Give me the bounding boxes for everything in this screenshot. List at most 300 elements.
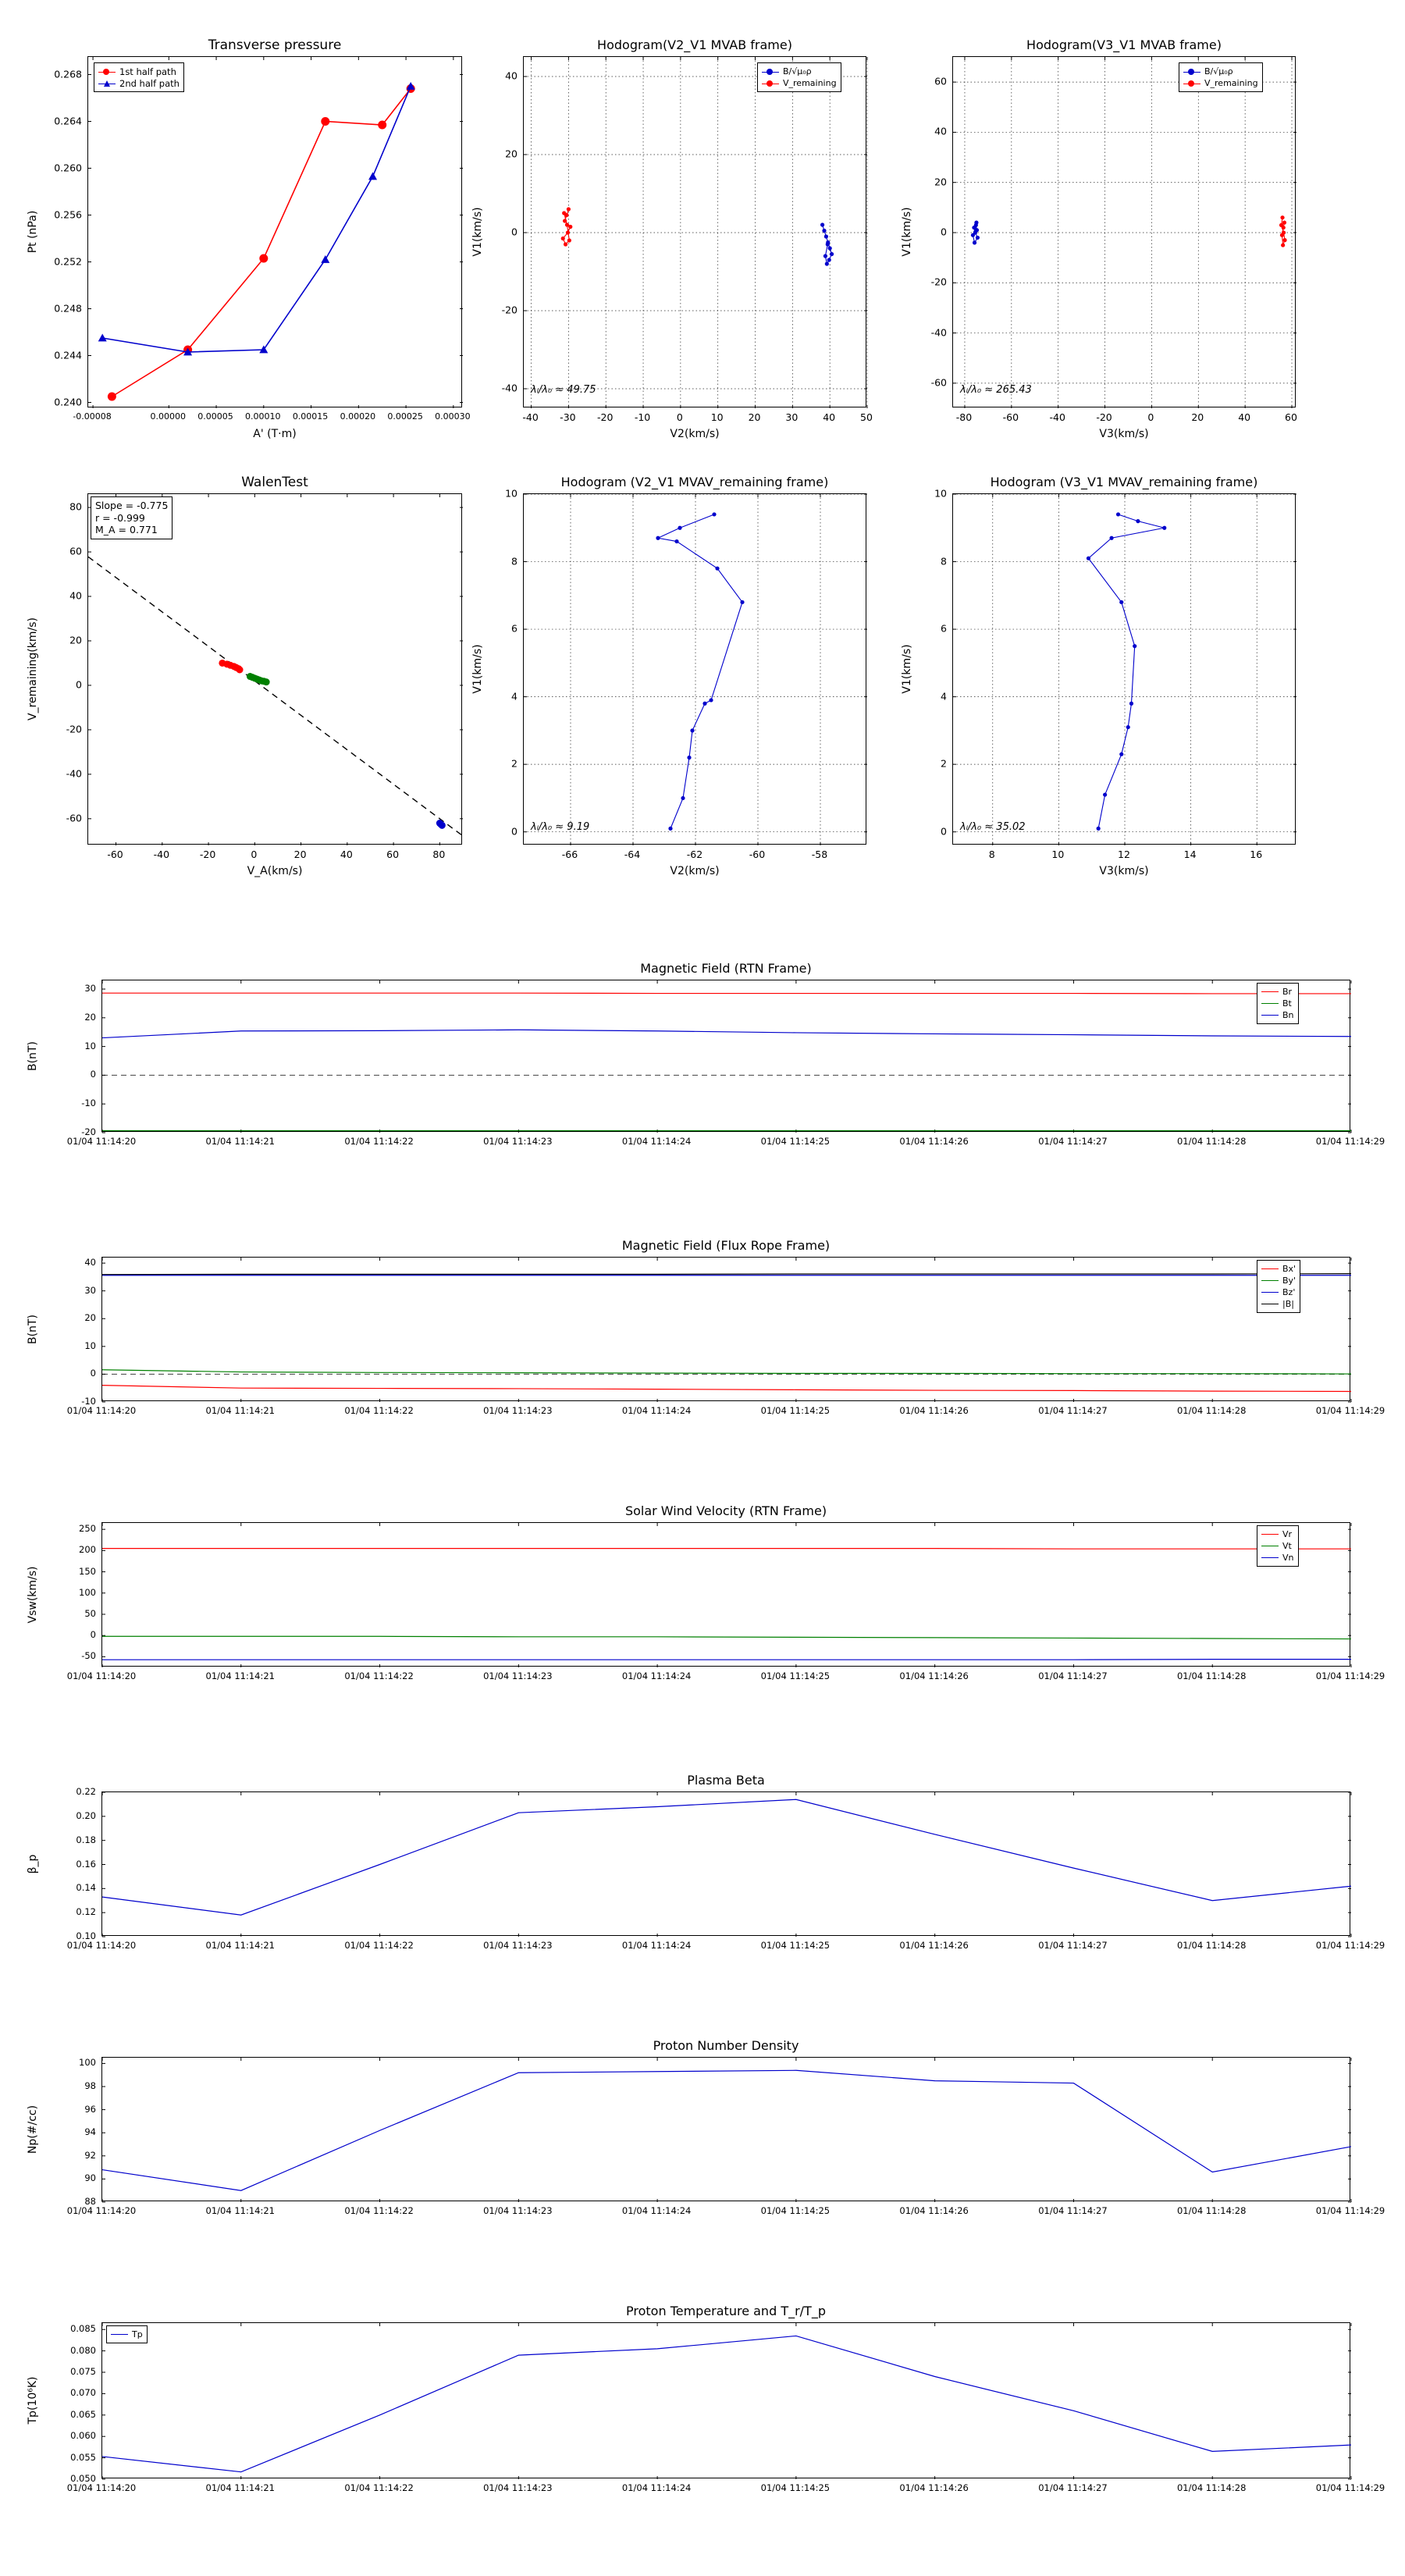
axes-transverse_pressure — [87, 56, 462, 407]
x-tick-label: 01/04 11:14:22 — [344, 2482, 414, 2493]
x-tick-label: 0.00000 — [150, 411, 187, 422]
legend-item — [111, 2329, 143, 2340]
x-tick-label: 12 — [1118, 849, 1130, 860]
x-tick-label: 01/04 11:14:29 — [1315, 1405, 1385, 1416]
legend-swatch — [1261, 1003, 1279, 1004]
chart-title-magnetic_field_rtn: Magnetic Field (RTN Frame) — [640, 961, 812, 976]
y-axis-label-proton_number_density: Np(#/cc) — [27, 2105, 39, 2154]
chart-title-hodogram_v2v1_mvab: Hodogram(V2_V1 MVAB frame) — [597, 37, 792, 52]
x-tick-label: 01/04 11:14:24 — [621, 1405, 692, 1416]
legend-label: Bz' — [1282, 1287, 1296, 1297]
x-tick-label: 01/04 11:14:28 — [1176, 1670, 1247, 1681]
y-tick-label: 0.22 — [76, 1786, 96, 1797]
x-tick-label: 0.00005 — [197, 411, 233, 422]
legend-hodogram_v2v1_mvab — [757, 62, 841, 92]
plot-area-transverse_pressure — [88, 57, 463, 408]
plot-area-magnetic_field_rtn — [102, 980, 1351, 1133]
legend-swatch — [1261, 1015, 1279, 1016]
x-tick-label: 0 — [1147, 411, 1154, 423]
x-tick-label: 01/04 11:14:28 — [1176, 1940, 1247, 1951]
legend-swatch — [1183, 80, 1200, 87]
x-tick-label: 01/04 11:14:25 — [760, 2205, 831, 2216]
x-tick-label: -60 — [749, 849, 766, 860]
y-tick-label: 8 — [941, 555, 947, 568]
legend-label: Bx' — [1282, 1264, 1297, 1274]
x-tick-label: 20 — [748, 411, 761, 423]
x-tick-label: 01/04 11:14:22 — [344, 1136, 414, 1147]
x-tick-label: 01/04 11:14:27 — [1038, 2482, 1108, 2493]
y-tick-label: 0.070 — [70, 2387, 96, 2399]
x-tick-label: 01/04 11:14:24 — [621, 1136, 692, 1147]
y-tick-label: -40 — [501, 382, 518, 394]
x-tick-label: 0.00030 — [435, 411, 471, 422]
plot-area-hodogram_v3v1_mvab — [953, 57, 1297, 408]
x-axis-label-transverse_pressure: A' (T·m) — [253, 428, 297, 440]
legend-item — [762, 66, 837, 77]
x-tick-label: 01/04 11:14:28 — [1176, 1136, 1247, 1147]
legend-swatch — [1261, 1292, 1279, 1293]
y-tick-label: 150 — [79, 1565, 96, 1577]
chart-title-magnetic_field_flux_rope: Magnetic Field (Flux Rope Frame) — [621, 1238, 831, 1253]
x-tick-label: 01/04 11:14:26 — [899, 2205, 969, 2216]
y-tick-label: 0 — [511, 825, 518, 838]
y-tick-label: 60 — [934, 75, 947, 87]
y-tick-label: -20 — [930, 276, 947, 288]
y-tick-label: 0.050 — [70, 2473, 96, 2484]
legend-label: Vt — [1282, 1541, 1292, 1551]
plot-area-solar_wind_velocity_rtn — [102, 1523, 1351, 1667]
x-tick-label: 30 — [785, 411, 799, 423]
x-tick-label: 40 — [340, 849, 353, 860]
x-tick-label: 20 — [1191, 411, 1204, 423]
y-tick-label: 10 — [84, 1040, 96, 1051]
x-tick-label: 01/04 11:14:20 — [66, 1940, 137, 1951]
x-tick-label: 40 — [1238, 411, 1251, 423]
legend-label: 2nd half path — [119, 77, 180, 89]
legend-proton_temperature — [106, 2325, 148, 2343]
y-tick-label: 2 — [511, 757, 518, 770]
x-tick-label: -66 — [561, 849, 578, 860]
chart-title-walen_test: WalenTest — [241, 475, 308, 490]
legend-item — [1261, 986, 1294, 998]
legend-item — [1183, 66, 1258, 77]
chart-title-proton_temperature: Proton Temperature and T_r/T_p — [626, 2304, 826, 2318]
y-tick-label: 80 — [69, 500, 82, 513]
axes-hodogram_v2v1_mvav — [523, 493, 866, 845]
lambda-ratio-annotation: λₗ/λ₀ ≈ 9.19 — [531, 821, 590, 833]
legend-swatch — [762, 80, 779, 87]
y-tick-label: 0.12 — [76, 1906, 96, 1918]
x-tick-label: 01/04 11:14:25 — [760, 2482, 831, 2493]
legend-swatch — [1261, 1534, 1279, 1535]
x-tick-label: -20 — [1096, 411, 1112, 423]
y-tick-label: 100 — [79, 1586, 96, 1598]
x-tick-label: 01/04 11:14:21 — [205, 1405, 275, 1416]
x-tick-label: 01/04 11:14:21 — [205, 1136, 275, 1147]
y-tick-label: -60 — [66, 812, 82, 824]
x-tick-label: 01/04 11:14:20 — [66, 2482, 137, 2493]
y-tick-label: 100 — [79, 2057, 96, 2069]
x-axis-label-hodogram_v2v1_mvav: V2(km/s) — [670, 865, 720, 877]
x-tick-label: 01/04 11:14:22 — [344, 1670, 414, 1681]
lambda-ratio-annotation: λₗ/λ₀ ≈ 35.02 — [960, 821, 1026, 833]
x-tick-label: 80 — [432, 849, 446, 860]
legend-magnetic_field_rtn — [1257, 983, 1299, 1024]
y-tick-label: 0.14 — [76, 1882, 96, 1894]
y-tick-label: 250 — [79, 1523, 96, 1535]
x-tick-label: -80 — [955, 411, 973, 423]
x-tick-label: -40 — [1049, 411, 1065, 423]
x-tick-label: 0 — [676, 411, 683, 423]
y-axis-label-proton_temperature: Tp(10⁶K) — [27, 2376, 39, 2425]
y-tick-label: 4 — [941, 690, 947, 703]
y-tick-label: 0.268 — [54, 68, 82, 80]
x-tick-label: 01/04 11:14:25 — [760, 1670, 831, 1681]
x-tick-label: 01/04 11:14:27 — [1038, 1405, 1108, 1416]
y-tick-label: 0.264 — [54, 115, 82, 126]
panel-hodogram_v3v1_mvav — [898, 468, 1307, 890]
y-tick-label: 20 — [84, 1011, 96, 1023]
chart-title-plasma_beta: Plasma Beta — [687, 1773, 765, 1788]
x-tick-label: 10 — [710, 411, 724, 423]
legend-item — [1261, 1298, 1296, 1310]
plot-area-proton_temperature — [102, 2323, 1351, 2479]
x-tick-label: 01/04 11:14:20 — [66, 2205, 137, 2216]
axes-hodogram_v3v1_mvab — [952, 56, 1296, 407]
x-tick-label: 0.00015 — [292, 411, 329, 422]
y-axis-label-hodogram_v2v1_mvav: V1(km/s) — [471, 644, 484, 694]
x-tick-label: 01/04 11:14:23 — [483, 1670, 553, 1681]
axes-hodogram_v3v1_mvav — [952, 493, 1296, 845]
x-tick-label: 01/04 11:14:25 — [760, 1405, 831, 1416]
x-tick-label: 01/04 11:14:25 — [760, 1940, 831, 1951]
y-tick-label: 0 — [511, 226, 518, 238]
x-tick-label: -58 — [811, 849, 828, 860]
y-tick-label: -10 — [81, 1396, 96, 1407]
legend-swatch — [111, 2334, 128, 2335]
y-tick-label: 0.16 — [76, 1858, 96, 1870]
legend-item — [1261, 1528, 1294, 1540]
y-tick-label: 96 — [84, 2103, 96, 2115]
y-tick-label: 0.248 — [54, 302, 82, 314]
y-tick-label: 10 — [505, 487, 518, 500]
x-axis-label-hodogram_v3v1_mvab: V3(km/s) — [1099, 428, 1149, 440]
legend-label: Bn — [1282, 1010, 1294, 1020]
x-tick-label: 60 — [1285, 411, 1297, 423]
y-tick-label: 40 — [934, 125, 947, 137]
legend-item — [1261, 1009, 1294, 1021]
x-tick-label: 01/04 11:14:29 — [1315, 1136, 1385, 1147]
legend-transverse_pressure — [94, 62, 184, 92]
panel-proton_temperature — [23, 2299, 1385, 2505]
axes-magnetic_field_rtn — [101, 980, 1350, 1132]
legend-swatch — [1261, 1268, 1279, 1269]
y-axis-label-hodogram_v2v1_mvab: V1(km/s) — [471, 207, 484, 257]
x-tick-label: 01/04 11:14:27 — [1038, 1670, 1108, 1681]
x-tick-label: -30 — [560, 411, 576, 423]
y-tick-label: 2 — [941, 757, 947, 770]
chart-title-hodogram_v3v1_mvav: Hodogram (V3_V1 MVAV_remaining frame) — [990, 475, 1258, 489]
legend-item — [1261, 1540, 1294, 1552]
x-axis-label-hodogram_v2v1_mvab: V2(km/s) — [670, 428, 720, 440]
legend-label: Bt — [1282, 998, 1292, 1009]
x-tick-label: -10 — [634, 411, 651, 423]
panel-proton_number_density — [23, 2033, 1385, 2228]
x-tick-label: 01/04 11:14:26 — [899, 1940, 969, 1951]
x-tick-label: 01/04 11:14:29 — [1315, 1670, 1385, 1681]
plot-area-plasma_beta — [102, 1792, 1351, 1937]
x-tick-label: 01/04 11:14:22 — [344, 1405, 414, 1416]
legend-label: |B| — [1282, 1299, 1294, 1309]
legend-item — [1261, 1275, 1296, 1286]
x-tick-label: 01/04 11:14:20 — [66, 1136, 137, 1147]
x-tick-label: 01/04 11:14:29 — [1315, 2482, 1385, 2493]
x-tick-label: 01/04 11:14:23 — [483, 1940, 553, 1951]
y-tick-label: 6 — [941, 622, 947, 635]
x-tick-label: 01/04 11:14:20 — [66, 1405, 137, 1416]
x-tick-label: -40 — [522, 411, 539, 423]
x-tick-label: 01/04 11:14:21 — [205, 2482, 275, 2493]
legend-item — [1261, 1552, 1294, 1564]
y-tick-label: 20 — [84, 1312, 96, 1324]
y-tick-label: 10 — [84, 1340, 96, 1351]
x-tick-label: 01/04 11:14:27 — [1038, 2205, 1108, 2216]
y-tick-label: 20 — [69, 634, 82, 646]
legend-swatch — [1261, 1280, 1279, 1281]
y-tick-label: 4 — [511, 690, 518, 703]
x-tick-label: -60 — [1002, 411, 1019, 423]
y-tick-label: 10 — [934, 487, 947, 500]
legend-item — [98, 66, 180, 77]
chart-title-solar_wind_velocity_rtn: Solar Wind Velocity (RTN Frame) — [624, 1503, 827, 1518]
y-tick-label: 0 — [90, 1629, 96, 1641]
y-axis-label-transverse_pressure: Pt (nPa) — [27, 210, 39, 254]
x-tick-label: 01/04 11:14:29 — [1315, 2205, 1385, 2216]
y-tick-label: 0.256 — [54, 208, 82, 220]
panel-hodogram_v2v1_mvav — [468, 468, 877, 890]
x-tick-label: 01/04 11:14:21 — [205, 1940, 275, 1951]
x-tick-label: 01/04 11:14:28 — [1176, 2205, 1247, 2216]
y-tick-label: 8 — [511, 555, 518, 568]
y-tick-label: 90 — [84, 2172, 96, 2184]
y-tick-label: -20 — [501, 304, 518, 316]
axes-proton_temperature — [101, 2322, 1350, 2478]
y-axis-label-magnetic_field_rtn: B(nT) — [27, 1041, 39, 1071]
legend-label: B/√μ₀ρ — [1204, 66, 1233, 76]
plot-area-walen_test — [88, 494, 463, 845]
walen-stat-line: M_A = 0.771 — [95, 524, 158, 536]
y-tick-label: 0.240 — [54, 396, 82, 407]
legend-swatch — [98, 68, 116, 76]
x-tick-label: 01/04 11:14:21 — [205, 1670, 275, 1681]
chart-title-transverse_pressure: Transverse pressure — [208, 37, 342, 53]
walen-stats-box — [91, 496, 173, 539]
y-tick-label: 92 — [84, 2149, 96, 2161]
legend-swatch — [98, 80, 116, 87]
y-axis-label-plasma_beta: β_p — [27, 1854, 39, 1873]
y-tick-label: -20 — [81, 1126, 96, 1137]
plot-area-hodogram_v2v1_mvab — [524, 57, 867, 408]
x-tick-label: -20 — [199, 849, 216, 860]
plot-area-hodogram_v2v1_mvav — [524, 494, 867, 845]
y-tick-label: 0 — [76, 678, 82, 691]
x-tick-label: 01/04 11:14:21 — [205, 2205, 275, 2216]
y-tick-label: 0.20 — [76, 1809, 96, 1821]
x-tick-label: 0.00020 — [340, 411, 376, 422]
legend-label: By' — [1282, 1276, 1297, 1286]
legend-swatch — [1261, 1557, 1279, 1558]
legend-label: B/√μ₀ρ — [783, 66, 812, 76]
x-tick-label: 20 — [293, 849, 307, 860]
legend-solar_wind_velocity_rtn — [1257, 1525, 1299, 1567]
y-axis-label-walen_test: V_remaining(km/s) — [27, 617, 39, 720]
x-tick-label: -20 — [596, 411, 614, 423]
y-tick-label: -60 — [930, 376, 947, 389]
x-tick-label: 01/04 11:14:26 — [899, 2482, 969, 2493]
x-tick-label: 01/04 11:14:20 — [66, 1670, 137, 1681]
x-tick-label: 01/04 11:14:23 — [483, 2205, 553, 2216]
legend-item — [1261, 1263, 1296, 1275]
x-tick-label: -60 — [107, 849, 123, 860]
x-axis-label-walen_test: V_A(km/s) — [247, 865, 303, 877]
x-tick-label: 0 — [251, 849, 258, 860]
y-tick-label: 0.075 — [70, 2366, 96, 2377]
y-tick-label: -20 — [66, 723, 82, 735]
panel-solar_wind_velocity_rtn — [23, 1499, 1385, 1693]
legend-label: 1st half path — [119, 66, 176, 77]
walen-stat-line: r = -0.999 — [95, 511, 145, 524]
y-axis-label-hodogram_v3v1_mvab: V1(km/s) — [901, 207, 913, 257]
x-axis-label-hodogram_v3v1_mvav: V3(km/s) — [1099, 865, 1149, 877]
y-tick-label: 0.260 — [54, 162, 82, 173]
x-tick-label: 0.00025 — [387, 411, 423, 422]
legend-label: Vr — [1282, 1529, 1293, 1539]
legend-swatch — [1183, 68, 1200, 76]
x-tick-label: 0.00010 — [245, 411, 281, 422]
x-tick-label: 01/04 11:14:26 — [899, 1405, 969, 1416]
y-tick-label: 94 — [84, 2126, 96, 2138]
x-tick-label: 01/04 11:14:27 — [1038, 1940, 1108, 1951]
axes-plasma_beta — [101, 1791, 1350, 1936]
y-axis-label-hodogram_v3v1_mvav: V1(km/s) — [901, 644, 913, 694]
legend-swatch — [1261, 991, 1279, 992]
y-axis-label-magnetic_field_flux_rope: B(nT) — [27, 1314, 39, 1344]
panel-magnetic_field_flux_rope — [23, 1233, 1385, 1428]
y-tick-label: 0 — [941, 226, 947, 238]
y-tick-label: 40 — [505, 69, 518, 82]
y-tick-label: 30 — [84, 983, 96, 994]
y-tick-label: 0.18 — [76, 1834, 96, 1845]
y-tick-label: 40 — [69, 589, 82, 602]
legend-item — [1261, 998, 1294, 1009]
plot-area-magnetic_field_flux_rope — [102, 1258, 1351, 1402]
x-tick-label: 01/04 11:14:28 — [1176, 1405, 1247, 1416]
axes-solar_wind_velocity_rtn — [101, 1522, 1350, 1667]
x-tick-label: 8 — [988, 849, 995, 860]
legend-label: Vn — [1282, 1553, 1294, 1563]
x-tick-label: 01/04 11:14:24 — [621, 1940, 692, 1951]
y-tick-label: 20 — [934, 176, 947, 188]
legend-label: Tp — [132, 2329, 143, 2339]
x-tick-label: 60 — [386, 849, 400, 860]
x-tick-label: 14 — [1183, 849, 1197, 860]
y-tick-label: 0.085 — [70, 2323, 96, 2335]
legend-magnetic_field_flux_rope — [1257, 1260, 1300, 1313]
y-tick-label: 30 — [84, 1284, 96, 1296]
legend-item — [762, 77, 837, 89]
legend-label: V_remaining — [1204, 78, 1258, 88]
y-tick-label: 0.10 — [76, 1930, 96, 1941]
chart-title-hodogram_v3v1_mvab: Hodogram(V3_V1 MVAB frame) — [1026, 37, 1222, 52]
y-tick-label: 0 — [941, 825, 947, 838]
chart-title-hodogram_v2v1_mvav: Hodogram (V2_V1 MVAV_remaining frame) — [560, 475, 829, 489]
y-tick-label: 0 — [90, 1368, 96, 1379]
x-tick-label: 01/04 11:14:25 — [760, 1136, 831, 1147]
panel-hodogram_v3v1_mvab — [898, 31, 1307, 453]
y-tick-label: 0.252 — [54, 255, 82, 267]
axes-hodogram_v2v1_mvab — [523, 56, 866, 407]
y-tick-label: 88 — [84, 2196, 96, 2207]
y-tick-label: -10 — [81, 1098, 96, 1109]
panel-plasma_beta — [23, 1768, 1385, 1962]
x-tick-label: 01/04 11:14:23 — [483, 2482, 553, 2493]
legend-hodogram_v3v1_mvab — [1179, 62, 1263, 92]
lambda-ratio-annotation: λₗ/λ₀ ≈ 49.75 — [531, 384, 596, 396]
y-tick-label: 60 — [69, 545, 82, 557]
panel-walen_test — [23, 468, 473, 890]
y-tick-label: 0.060 — [70, 2430, 96, 2442]
x-tick-label: 01/04 11:14:23 — [483, 1136, 553, 1147]
x-tick-label: -40 — [153, 849, 170, 860]
x-tick-label: 01/04 11:14:29 — [1315, 1940, 1385, 1951]
y-tick-label: -50 — [81, 1650, 96, 1662]
y-tick-label: 20 — [505, 148, 518, 160]
x-tick-label: -64 — [624, 849, 641, 860]
plot-area-proton_number_density — [102, 2058, 1351, 2202]
lambda-ratio-annotation: λₗ/λ₀ ≈ 265.43 — [960, 384, 1032, 396]
y-tick-label: 6 — [511, 622, 518, 635]
x-tick-label: 40 — [823, 411, 836, 423]
x-tick-label: 01/04 11:14:23 — [483, 1405, 553, 1416]
x-tick-label: 01/04 11:14:24 — [621, 1670, 692, 1681]
axes-walen_test — [87, 493, 462, 845]
walen-stat-line: Slope = -0.775 — [95, 500, 169, 511]
panel-hodogram_v2v1_mvab — [468, 31, 877, 453]
y-tick-label: 0.244 — [54, 349, 82, 361]
legend-label: Br — [1282, 987, 1293, 997]
panel-magnetic_field_rtn — [23, 956, 1385, 1158]
plot-area-hodogram_v3v1_mvav — [953, 494, 1297, 845]
legend-item — [1183, 77, 1258, 89]
y-tick-label: 0.055 — [70, 2451, 96, 2463]
x-tick-label: 01/04 11:14:26 — [899, 1670, 969, 1681]
panel-transverse_pressure — [23, 31, 473, 453]
axes-proton_number_density — [101, 2057, 1350, 2201]
x-tick-label: 01/04 11:14:26 — [899, 1136, 969, 1147]
y-tick-label: 0 — [90, 1069, 96, 1080]
x-tick-label: 01/04 11:14:24 — [621, 2205, 692, 2216]
x-tick-label: 10 — [1051, 849, 1065, 860]
legend-swatch — [762, 68, 779, 76]
axes-magnetic_field_flux_rope — [101, 1257, 1350, 1401]
y-axis-label-solar_wind_velocity_rtn: Vsw(km/s) — [27, 1565, 39, 1624]
chart-title-proton_number_density: Proton Number Density — [653, 2038, 799, 2053]
x-tick-label: -0.00008 — [73, 411, 112, 422]
legend-item — [1261, 1286, 1296, 1298]
y-tick-label: 0.065 — [70, 2408, 96, 2420]
legend-label: V_remaining — [783, 78, 837, 88]
legend-item — [98, 77, 180, 89]
